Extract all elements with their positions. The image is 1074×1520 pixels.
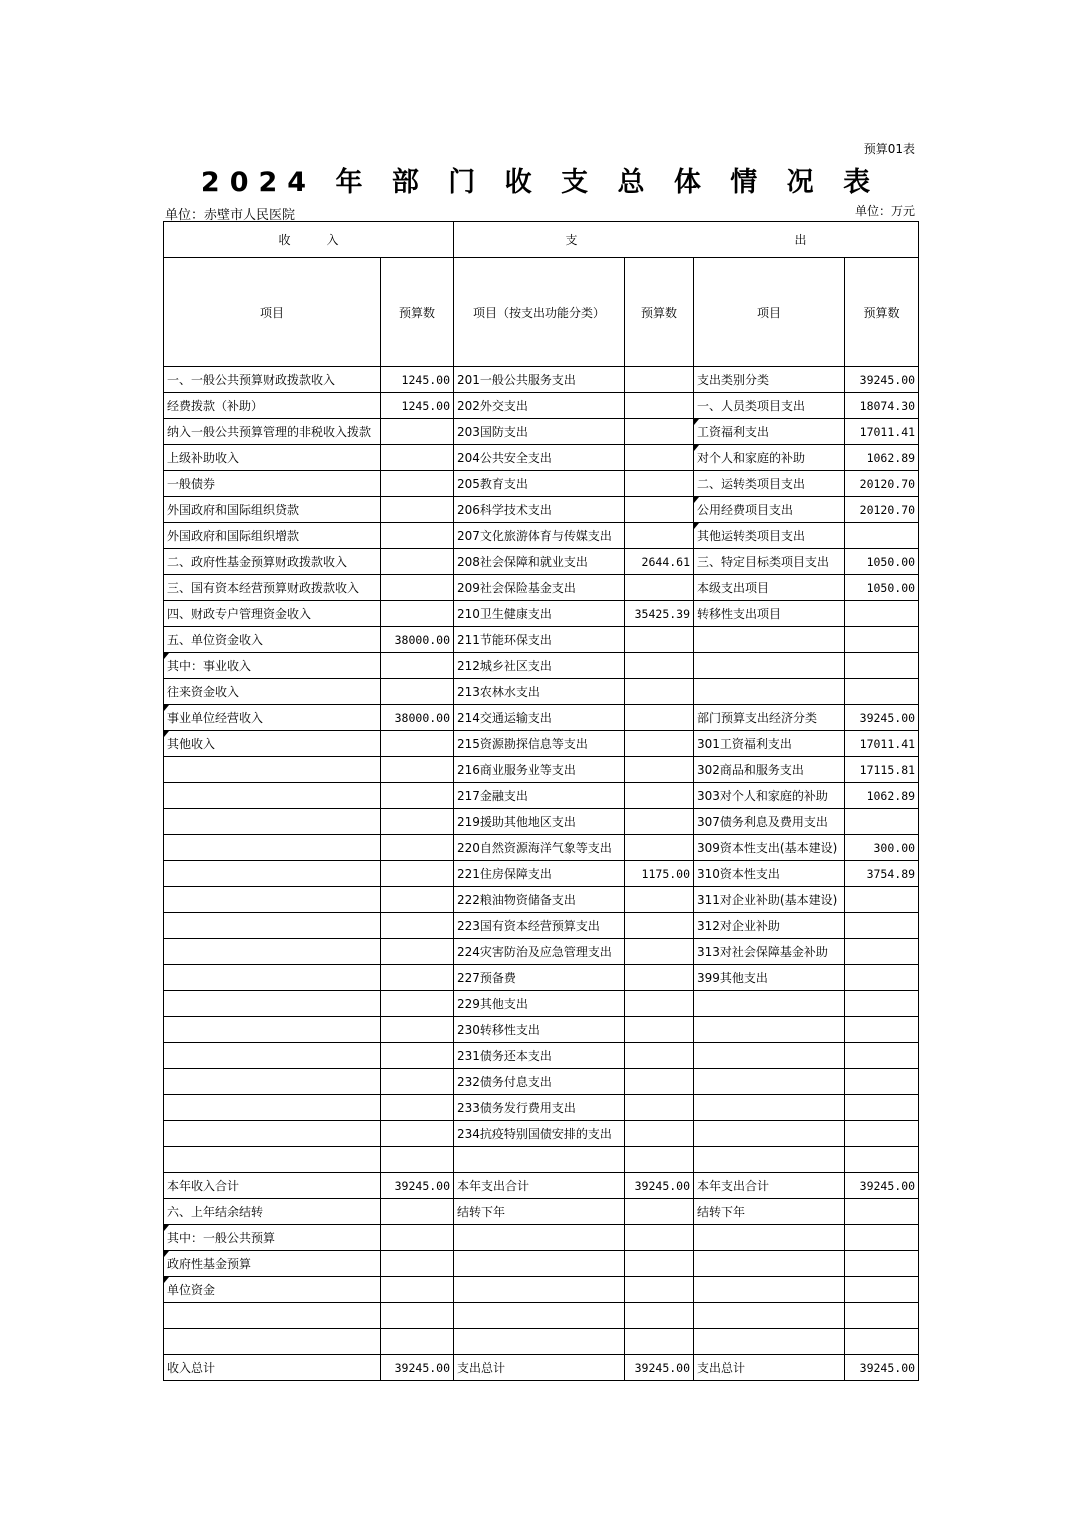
table-row (164, 471, 919, 497)
header-expense-right: 出 (794, 233, 807, 247)
expense-class-budget (845, 1225, 919, 1251)
expense-func-budget (625, 887, 694, 913)
expense-func-budget (625, 653, 694, 679)
table-row (164, 783, 919, 809)
expense-func-budget (625, 1277, 694, 1303)
expense-func-budget (625, 991, 694, 1017)
expense-func-budget (625, 1147, 694, 1173)
income-budget (381, 1043, 454, 1069)
income-item: 外国政府和国际组织增款 (164, 523, 381, 549)
income-budget (381, 1251, 454, 1277)
income-item (164, 991, 381, 1017)
table-row (164, 679, 919, 705)
expense-func-item: 202外交支出 (454, 393, 625, 419)
expense-func-budget (625, 783, 694, 809)
expense-func-item: 205教育支出 (454, 471, 625, 497)
table-row (164, 445, 919, 471)
expense-class-item: 301工资福利支出 (694, 731, 845, 757)
expense-class-budget (845, 939, 919, 965)
table-row (164, 913, 919, 939)
table-row (164, 1147, 919, 1173)
expense-class-item: 本级支出项目 (694, 575, 845, 601)
table-row (164, 419, 919, 445)
income-budget (381, 1017, 454, 1043)
expense-func-item (454, 1147, 625, 1173)
income-item: 二、政府性基金预算财政拨款收入 (164, 549, 381, 575)
table-row (164, 1069, 919, 1095)
expense-func-budget (625, 757, 694, 783)
expense-func-budget (625, 809, 694, 835)
income-budget: 39245.00 (381, 1173, 454, 1199)
expense-class-budget: 1050.00 (845, 575, 919, 601)
expense-class-budget (845, 679, 919, 705)
expense-func-item: 221住房保障支出 (454, 861, 625, 887)
table-row (164, 367, 919, 393)
expense-func-budget (625, 419, 694, 445)
header-income: 收 入 (164, 222, 454, 258)
expense-class-budget: 300.00 (845, 835, 919, 861)
expense-func-item: 210卫生健康支出 (454, 601, 625, 627)
expense-func-item: 234抗疫特别国债安排的支出 (454, 1121, 625, 1147)
expense-func-budget (625, 1121, 694, 1147)
income-item: 一般债券 (164, 471, 381, 497)
table-row (164, 653, 919, 679)
budget-table (163, 221, 919, 1381)
expense-func-budget (625, 1069, 694, 1095)
expense-func-item (454, 1329, 625, 1355)
income-item: 单位资金 (164, 1277, 381, 1303)
expense-func-budget (625, 393, 694, 419)
expense-func-item: 230转移性支出 (454, 1017, 625, 1043)
income-budget (381, 965, 454, 991)
expense-class-budget (845, 1147, 919, 1173)
expense-class-item: 313对社会保障基金补助 (694, 939, 845, 965)
table-row (164, 887, 919, 913)
table-row (164, 1355, 919, 1381)
table-row (164, 861, 919, 887)
header-row-group (164, 222, 919, 258)
expense-func-item: 209社会保险基金支出 (454, 575, 625, 601)
table-row (164, 939, 919, 965)
expense-class-budget (845, 653, 919, 679)
expense-class-item: 本年支出合计 (694, 1173, 845, 1199)
expense-func-budget (625, 835, 694, 861)
table-row (164, 1277, 919, 1303)
expense-func-item: 213农林水支出 (454, 679, 625, 705)
income-item (164, 783, 381, 809)
table-row (164, 1303, 919, 1329)
table-row (164, 1199, 919, 1225)
expense-func-budget: 2644.61 (625, 549, 694, 575)
income-item: 收入总计 (164, 1355, 381, 1381)
expense-class-item (694, 1277, 845, 1303)
col-header-item-3: 项目 (694, 258, 845, 367)
expense-class-budget (845, 1329, 919, 1355)
income-budget (381, 497, 454, 523)
expense-class-item: 公用经费项目支出 (694, 497, 845, 523)
expense-class-item (694, 1043, 845, 1069)
expense-class-budget (845, 601, 919, 627)
expense-class-item: 工资福利支出 (694, 419, 845, 445)
expense-func-item: 232债务付息支出 (454, 1069, 625, 1095)
expense-func-budget (625, 1225, 694, 1251)
income-budget: 1245.00 (381, 367, 454, 393)
income-budget (381, 731, 454, 757)
income-budget (381, 575, 454, 601)
expense-func-budget (625, 965, 694, 991)
income-item: 三、国有资本经营预算财政拨款收入 (164, 575, 381, 601)
expense-func-budget (625, 1251, 694, 1277)
expense-class-budget (845, 887, 919, 913)
table-row (164, 393, 919, 419)
income-item (164, 1095, 381, 1121)
income-budget (381, 861, 454, 887)
income-item (164, 835, 381, 861)
income-item: 政府性基金预算 (164, 1251, 381, 1277)
header-expense (454, 222, 919, 258)
expense-func-budget (625, 1043, 694, 1069)
table-row (164, 497, 919, 523)
income-item (164, 1121, 381, 1147)
expense-func-item: 208社会保障和就业支出 (454, 549, 625, 575)
income-item (164, 861, 381, 887)
income-item (164, 1303, 381, 1329)
expense-func-item: 215资源勘探信息等支出 (454, 731, 625, 757)
expense-class-budget (845, 1121, 919, 1147)
expense-func-item: 本年支出合计 (454, 1173, 625, 1199)
income-budget (381, 1069, 454, 1095)
expense-class-budget: 39245.00 (845, 367, 919, 393)
income-item: 外国政府和国际组织贷款 (164, 497, 381, 523)
income-item: 上级补助收入 (164, 445, 381, 471)
form-number: 预算01表 (863, 142, 915, 156)
expense-func-budget (625, 627, 694, 653)
expense-class-item: 部门预算支出经济分类 (694, 705, 845, 731)
expense-func-item (454, 1225, 625, 1251)
expense-func-item: 结转下年 (454, 1199, 625, 1225)
expense-class-budget: 39245.00 (845, 1173, 919, 1199)
income-budget (381, 1303, 454, 1329)
unit-name: 单位：赤壁市人民医院 (165, 208, 296, 223)
income-item: 四、财政专户管理资金收入 (164, 601, 381, 627)
expense-class-item: 其他运转类项目支出 (694, 523, 845, 549)
income-item (164, 809, 381, 835)
expense-class-item: 310资本性支出 (694, 861, 845, 887)
expense-func-item: 219援助其他地区支出 (454, 809, 625, 835)
expense-class-item (694, 1147, 845, 1173)
col-header-budget: 预算数 (381, 258, 454, 367)
income-budget (381, 419, 454, 445)
income-item: 一、一般公共预算财政拨款收入 (164, 367, 381, 393)
expense-class-item: 三、特定目标类项目支出 (694, 549, 845, 575)
expense-class-item: 结转下年 (694, 1199, 845, 1225)
expense-func-budget (625, 1329, 694, 1355)
expense-class-budget: 1062.89 (845, 783, 919, 809)
income-item: 其中：事业收入 (164, 653, 381, 679)
income-item (164, 965, 381, 991)
table-row (164, 523, 919, 549)
expense-class-item (694, 1251, 845, 1277)
expense-class-budget (845, 991, 919, 1017)
expense-func-item: 207文化旅游体育与传媒支出 (454, 523, 625, 549)
income-budget (381, 471, 454, 497)
expense-class-item: 支出类别分类 (694, 367, 845, 393)
income-budget: 38000.00 (381, 705, 454, 731)
expense-class-budget: 17011.41 (845, 731, 919, 757)
expense-func-budget: 1175.00 (625, 861, 694, 887)
expense-func-item: 203国防支出 (454, 419, 625, 445)
table-row (164, 705, 919, 731)
expense-func-item: 216商业服务业等支出 (454, 757, 625, 783)
page-title: 2024 年 部 门 收 支 总 体 情 况 表 (200, 167, 881, 198)
expense-func-budget (625, 1095, 694, 1121)
income-budget: 39245.00 (381, 1355, 454, 1381)
col-header-budget-2: 预算数 (625, 258, 694, 367)
table-row (164, 991, 919, 1017)
income-budget (381, 1277, 454, 1303)
expense-func-budget: 35425.39 (625, 601, 694, 627)
expense-class-budget: 20120.70 (845, 497, 919, 523)
table-row (164, 1225, 919, 1251)
income-budget (381, 939, 454, 965)
income-budget: 1245.00 (381, 393, 454, 419)
expense-class-item: 311对企业补助(基本建设) (694, 887, 845, 913)
expense-func-budget (625, 705, 694, 731)
income-budget (381, 653, 454, 679)
expense-func-item: 211节能环保支出 (454, 627, 625, 653)
expense-class-item: 支出总计 (694, 1355, 845, 1381)
expense-func-item: 231债务还本支出 (454, 1043, 625, 1069)
income-item: 往来资金收入 (164, 679, 381, 705)
expense-class-item: 399其他支出 (694, 965, 845, 991)
income-item (164, 757, 381, 783)
income-budget (381, 679, 454, 705)
expense-class-budget: 39245.00 (845, 1355, 919, 1381)
table-row (164, 1017, 919, 1043)
income-item (164, 887, 381, 913)
income-budget (381, 549, 454, 575)
income-item (164, 1069, 381, 1095)
expense-func-budget (625, 913, 694, 939)
table-row (164, 1043, 919, 1069)
income-item: 经费拨款（补助） (164, 393, 381, 419)
expense-class-item: 309资本性支出(基本建设) (694, 835, 845, 861)
expense-class-budget (845, 627, 919, 653)
expense-class-budget (845, 1277, 919, 1303)
expense-class-budget (845, 1199, 919, 1225)
expense-class-budget (845, 1017, 919, 1043)
expense-class-item: 307债务利息及费用支出 (694, 809, 845, 835)
income-item (164, 1017, 381, 1043)
income-item (164, 913, 381, 939)
income-item: 事业单位经营收入 (164, 705, 381, 731)
expense-func-budget: 39245.00 (625, 1173, 694, 1199)
table-row (164, 549, 919, 575)
income-budget (381, 887, 454, 913)
expense-class-item: 对个人和家庭的补助 (694, 445, 845, 471)
expense-func-item: 229其他支出 (454, 991, 625, 1017)
header-row-columns (164, 258, 919, 367)
col-header-item: 项目 (164, 258, 381, 367)
expense-class-budget (845, 523, 919, 549)
expense-func-budget (625, 497, 694, 523)
expense-class-item (694, 1017, 845, 1043)
income-budget (381, 1147, 454, 1173)
expense-func-item (454, 1303, 625, 1329)
expense-class-item: 一、人员类项目支出 (694, 393, 845, 419)
expense-func-item: 217金融支出 (454, 783, 625, 809)
expense-class-budget (845, 1303, 919, 1329)
expense-class-budget (845, 1043, 919, 1069)
expense-func-budget (625, 445, 694, 471)
expense-class-budget: 17115.81 (845, 757, 919, 783)
col-header-func-item: 项目（按支出功能分类） (454, 258, 625, 367)
expense-func-budget (625, 1303, 694, 1329)
expense-class-budget: 18074.30 (845, 393, 919, 419)
expense-class-budget: 20120.70 (845, 471, 919, 497)
expense-func-budget: 39245.00 (625, 1355, 694, 1381)
income-budget (381, 757, 454, 783)
income-budget (381, 445, 454, 471)
table-row (164, 627, 919, 653)
expense-func-budget (625, 679, 694, 705)
expense-class-item (694, 1225, 845, 1251)
col-header-budget-3: 预算数 (845, 258, 919, 367)
income-budget (381, 601, 454, 627)
expense-func-item: 220自然资源海洋气象等支出 (454, 835, 625, 861)
expense-class-budget: 39245.00 (845, 705, 919, 731)
expense-class-budget (845, 1095, 919, 1121)
expense-func-budget (625, 575, 694, 601)
expense-class-item: 303对个人和家庭的补助 (694, 783, 845, 809)
expense-func-item: 206科学技术支出 (454, 497, 625, 523)
income-item: 本年收入合计 (164, 1173, 381, 1199)
income-budget: 38000.00 (381, 627, 454, 653)
expense-class-item (694, 1095, 845, 1121)
income-budget (381, 913, 454, 939)
income-item (164, 1043, 381, 1069)
table-row (164, 757, 919, 783)
expense-func-item: 227预备费 (454, 965, 625, 991)
income-budget (381, 1121, 454, 1147)
table-row (164, 835, 919, 861)
expense-func-item: 212城乡社区支出 (454, 653, 625, 679)
expense-class-budget (845, 809, 919, 835)
expense-class-item: 二、运转类项目支出 (694, 471, 845, 497)
expense-class-item (694, 627, 845, 653)
expense-func-item: 204公共安全支出 (454, 445, 625, 471)
expense-class-item (694, 653, 845, 679)
expense-func-item: 214交通运输支出 (454, 705, 625, 731)
income-item: 六、上年结余结转 (164, 1199, 381, 1225)
expense-func-item: 201一般公共服务支出 (454, 367, 625, 393)
table-row (164, 575, 919, 601)
expense-func-item: 222粮油物资储备支出 (454, 887, 625, 913)
income-item (164, 1329, 381, 1355)
income-item (164, 1147, 381, 1173)
expense-class-budget: 17011.41 (845, 419, 919, 445)
expense-class-budget (845, 913, 919, 939)
expense-func-budget (625, 367, 694, 393)
expense-func-budget (625, 1199, 694, 1225)
expense-func-item (454, 1277, 625, 1303)
table-row (164, 1251, 919, 1277)
expense-class-budget: 1062.89 (845, 445, 919, 471)
income-budget (381, 1225, 454, 1251)
expense-class-item: 转移性支出项目 (694, 601, 845, 627)
table-row (164, 1329, 919, 1355)
income-item: 其他收入 (164, 731, 381, 757)
expense-func-budget (625, 731, 694, 757)
income-budget (381, 1199, 454, 1225)
expense-func-budget (625, 471, 694, 497)
expense-class-budget: 1050.00 (845, 549, 919, 575)
income-item: 其中：一般公共预算 (164, 1225, 381, 1251)
expense-class-budget (845, 1069, 919, 1095)
expense-class-item (694, 1069, 845, 1095)
income-budget (381, 1095, 454, 1121)
table-row (164, 1095, 919, 1121)
expense-func-budget (625, 523, 694, 549)
table-row (164, 965, 919, 991)
income-item: 五、单位资金收入 (164, 627, 381, 653)
expense-class-item: 302商品和服务支出 (694, 757, 845, 783)
table-row (164, 731, 919, 757)
income-budget (381, 835, 454, 861)
expense-class-item (694, 1303, 845, 1329)
expense-class-budget (845, 1251, 919, 1277)
table-row (164, 1121, 919, 1147)
expense-func-item: 233债务发行费用支出 (454, 1095, 625, 1121)
table-row (164, 809, 919, 835)
expense-func-item: 224灾害防治及应急管理支出 (454, 939, 625, 965)
expense-class-budget (845, 965, 919, 991)
header-expense-left: 支 (565, 233, 578, 247)
income-budget (381, 991, 454, 1017)
expense-class-item (694, 1329, 845, 1355)
expense-func-item: 支出总计 (454, 1355, 625, 1381)
expense-class-item (694, 991, 845, 1017)
table-row (164, 601, 919, 627)
income-budget (381, 1329, 454, 1355)
income-budget (381, 809, 454, 835)
income-budget (381, 783, 454, 809)
expense-func-item (454, 1251, 625, 1277)
expense-func-budget (625, 939, 694, 965)
expense-class-budget: 3754.89 (845, 861, 919, 887)
table-row (164, 1173, 919, 1199)
income-item: 纳入一般公共预算管理的非税收入拨款 (164, 419, 381, 445)
unit-currency: 单位：万元 (854, 204, 915, 218)
income-item (164, 939, 381, 965)
expense-class-item: 312对企业补助 (694, 913, 845, 939)
expense-class-item (694, 1121, 845, 1147)
income-budget (381, 523, 454, 549)
expense-class-item (694, 679, 845, 705)
expense-func-item: 223国有资本经营预算支出 (454, 913, 625, 939)
expense-func-budget (625, 1017, 694, 1043)
